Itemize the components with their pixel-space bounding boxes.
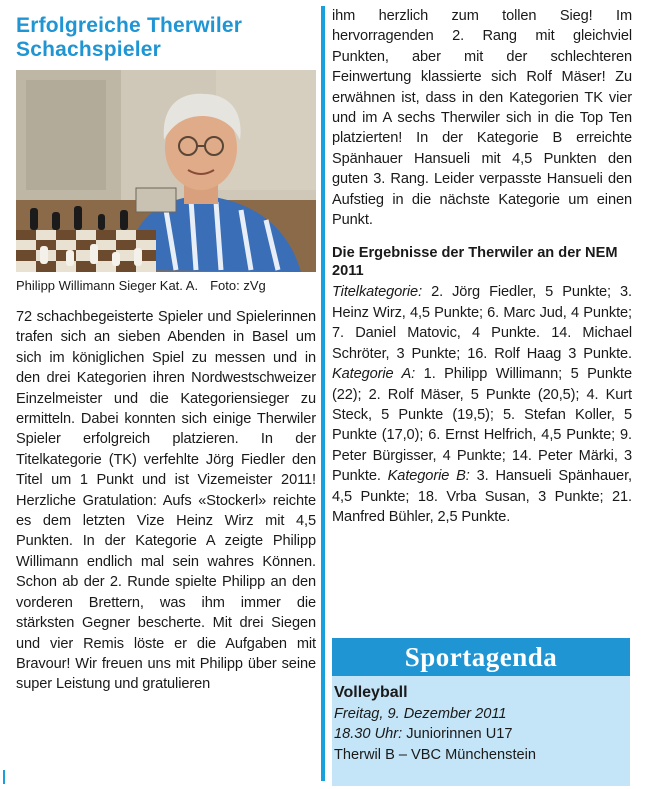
- photo-caption-text: Philipp Willimann Sieger Kat. A.: [16, 278, 199, 293]
- column-divider: [321, 6, 325, 781]
- left-edge-rule: [3, 770, 5, 784]
- sportagenda-body: [332, 676, 630, 765]
- results-a-label: Kategorie A:: [332, 366, 416, 383]
- headline-line-2: Schachspieler: [16, 38, 162, 61]
- results-titel-label: Titelkategorie:: [332, 284, 423, 301]
- results-a-text: 1. Philipp Willimann; 5 Punkte (22); 2. Rolf Mäser, 5 Punkte (20,5); 4. Kurt Steck, 5 Punkte (19,5); 5. Stefan Koller, 5 Punkte (17,0); 6. Ernst Helfrich, 4,5 Punkte; 9. Peter Bürgisser, 4 Punkte; 14. Peter Märki, 3 Punkte.: [332, 366, 633, 485]
- agenda-sport: Volleyball: [334, 684, 408, 701]
- agenda-date: Freitag, 9. Dezember 2011: [334, 706, 507, 722]
- article-right-column: [332, 6, 632, 527]
- results-heading: Die Ergebnisse der Therwiler an der NEM 2011: [332, 245, 618, 280]
- results-titel-text: 2. Jörg Fiedler, 5 Punkte; 3. Heinz Wirz, 4,5 Punkte; 6. Marc Jud, 4 Punkte; 7. Daniel Matovic, 4 Punkte. 14. Michael Schröter, 3 Punkte; 16. Rolf Haag 3 Punkte.: [332, 284, 632, 362]
- sportagenda-box: [332, 638, 630, 786]
- article-body-right: ihm herzlich zum tollen Sieg! Im hervorragenden 2. Rang mit gleichviel Punkten, aber mit der schlechteren Feinwertung klassierte sich Rolf Mäser! Zu erwähnen ist, dass in den Kategorien TK vier und im A sechs Therwiler sich in die Top Ten platzierten! In der Kategorie B erreichte Spänhauer Hansueli mit 4,5 Punkten den guten 3. Rang. Leider verpasste Hansueli den Aufstieg in die nächste Kategorie um einen Punkt.: [332, 8, 632, 229]
- agenda-match: Therwil B – VBC Münchenstein: [334, 746, 536, 763]
- chess-player-photo: [16, 70, 316, 272]
- sportagenda-title: Sportagenda: [332, 638, 630, 676]
- photo-caption: [16, 278, 316, 294]
- agenda-time-text: Juniorinnen U17: [402, 726, 513, 743]
- agenda-time-label: 18.30 Uhr:: [334, 726, 403, 743]
- article-left-column: [16, 14, 316, 695]
- headline-line-1: Erfolgreiche Therwiler: [16, 14, 243, 37]
- article-photo: [16, 70, 316, 272]
- results-b-text: 3. Hansueli Spänhauer, 4,5 Punkte; 18. Vrba Susan, 3 Punkte; 21. Manfred Bühler, 2,5 Punkte.: [332, 468, 632, 525]
- results-list: [332, 282, 632, 527]
- photo-credit: Foto: zVg: [210, 278, 266, 293]
- results-b-label: Kategorie B:: [387, 468, 470, 485]
- article-headline: [16, 14, 316, 62]
- article-body-left: 72 schachbegeisterte Spieler und Spielerinnen trafen sich an sieben Abenden in Basel um sich im königlichen Spiel zu messen und in den drei Kategorien ihren Nordwestschweizer Einzelmeister und die Kategoriensieger zu ermitteln. Dabei konnten sich einige Therwiler Spieler erfolgreich platzieren. In der Titelkategorie (TK) verfehlte Jörg Fiedler den Titel um 1 Punkt und ist Vizemeister 2011! Herzliche Gratulation: Aufs «Stockerl» reichte es dem letzten Vize Heinz Wirz mit 4,5 Punkten. In der Kategorie A zeigte Philipp Willimann endlich mal sein wahres Können. Schon ab der 2. Runde spielte Philipp an den vorderen Brettern, was ihm immer die stärksten Gegner bescherte. Mit drei Siegen und vier Remis löste er die Aufgaben mit Bravour! Wir freuen uns mit Philipp über seine super Leistung und gratulieren: [16, 309, 316, 693]
